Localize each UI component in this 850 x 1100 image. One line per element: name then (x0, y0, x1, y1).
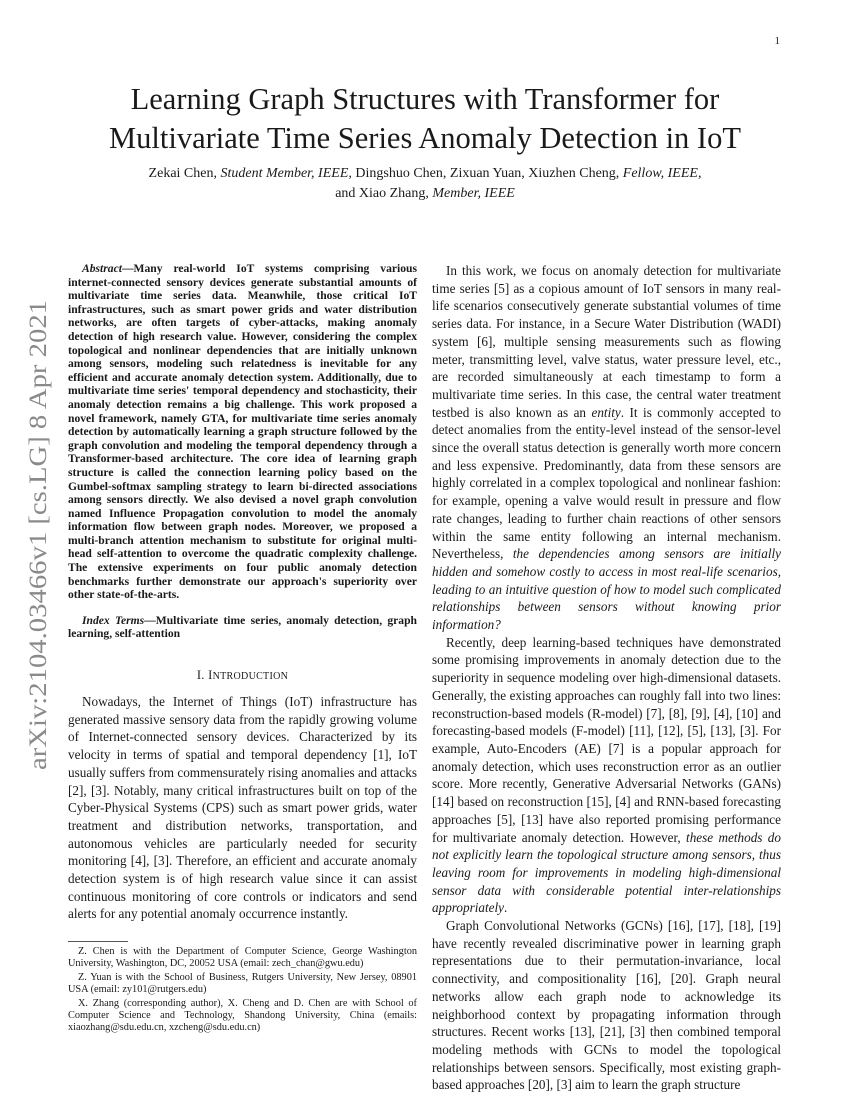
arxiv-stamp-text: arXiv:2104.03466v1 [cs.LG] 8 Apr 2021 (25, 360, 52, 770)
author-membership: Student Member, IEEE, (220, 166, 352, 181)
emphasis-entity: entity (591, 404, 621, 420)
title-line-2: Multivariate Time Series Anomaly Detection in IoT (109, 121, 741, 155)
index-terms (68, 614, 417, 641)
right-column (432, 262, 781, 1094)
index-terms-label: Index Terms (82, 613, 145, 627)
paragraph-text: . (504, 900, 508, 916)
author-list (70, 164, 780, 204)
intro-paragraph-4: Graph Convolutional Networks (GCNs) [16], [17], [18], [19] have recently revealed discriminative power in learning graph representations due to their permutation-invariance, local connectivity, and compositionality [16], [20]. Graph neural networks allow each graph node to acknowledge its neighborhood context by propagating information through structures. Recent works [13], [21], [3] then combined temporal modeling methods with GCNs to model the topological relationships between sensors. Specifically, most existing graph-based approaches [20], [3] aim to learn the graph structure (432, 918, 781, 1093)
arxiv-stamp-svg (12, 300, 60, 770)
emphasis-limitation: these methods do not explicitly learn the topological structure among sensors, thus leaving room for improvements in modeling high-dimensional sensor data with considerable potential inter-relationships appropriately (432, 829, 781, 916)
title-line-1: Learning Graph Structures with Transformer for (130, 82, 720, 116)
authors-line-1 (70, 164, 780, 184)
section-heading-prefix: I. I (196, 668, 213, 683)
authors-line-2 (70, 184, 780, 204)
author-text: Dingshuo Chen, Zixuan Yuan, Xiuzhen Cheng, (351, 166, 623, 181)
section-heading-introduction (68, 668, 417, 683)
footnote-affiliation-1: Z. Chen is with the Department of Computer Science, George Washington University, Washington, DC, 20052 USA (email: zech_chan@gwu.edu) (68, 946, 417, 970)
paragraph-text: . It is commonly accepted to detect anomalies from the entity-level instead of the sensor-level since the overall status detection is generally worth more concern and less expensive. Predominantly, data from these sensors are highly correlated in a complex topological and nonlinear fashion: for example, opening a valve would result in pressure and flow rate changes, leading to further chain reactions of other sensors within the same entity following an internal mechanism. Nevertheless, (432, 404, 781, 562)
section-heading-smallcaps: NTRODUCTION (212, 671, 289, 683)
paragraph-text: Recently, deep learning-based techniques have demonstrated some promising improvements in anomaly detection due to the superiority in sequence modeling over high-dimensional datasets. Generally, the existing approaches can roughly fall into two lines: reconstruction-based models (R-model) [7], [8], [9], [4], [10] and forecasting-based models (F-model) [11], [12], [5], [13], [3]. For example, Auto-Encoders (AE) [7] is a popular approach for anomaly detection, which uses reconstruction error as an outlier score. More recently, Generative Adversarial Networks (GANs) [14] based on reconstruction [15], [4] and RNN-based forecasting approaches [5], [13] have also reported promising performance for multivariate anomaly detection. However, (432, 634, 781, 845)
abstract-text: —Many real-world IoT systems comprising various internet-connected sensory devices generate substantial amounts of multivariate time series data. Meanwhile, those critical IoT infrastructures, such as smart power grids and water distribution networks, are often targets of cyber-attacks, making anomaly detection of high research value. However, considering the complex topological and nonlinear dependencies that are initially unknown among sensors, modeling such relatedness is inevitable for any efficient and accurate anomaly detection system. Additionally, due to multivariate time series' temporal dependency and stochasticity, their anomaly detection remains a big challenge. This work proposed a novel framework, namely GTA, for multivariate time series anomaly detection by automatically learning a graph structure followed by the graph convolution and modeling the temporal dependency through a Transformer-based architecture. The core idea of learning graph structure is called the connection learning policy based on the Gumbel-softmax sampling strategy to learn bi-directed associations among sensors directly. We also devised a novel graph convolution named Influence Propagation convolution to model the anomaly information flow between graph nodes. Moreover, we proposed a multi-branch attention mechanism to substitute for original multi-head self-attention to overcome the quadratic complexity challenge. The extensive experiments on four public anomaly detection benchmarks further demonstrate our approach's superiority over other state-of-the-arts. (68, 262, 417, 602)
index-terms-text: —Multivariate time series, anomaly detection, graph learning, self-attention (68, 613, 417, 641)
abstract (68, 262, 417, 602)
footnote-rule (68, 941, 128, 942)
intro-paragraph-2 (432, 262, 781, 634)
left-column (68, 262, 417, 1034)
intro-paragraph-3 (432, 634, 781, 917)
author-text: Zekai Chen, (148, 166, 221, 181)
abstract-label: Abstract (82, 262, 122, 275)
paper-title (70, 80, 780, 158)
intro-paragraph-1: Nowadays, the Internet of Things (IoT) infrastructure has generated massive sensory data from the rapidly growing volume of Internet-connected sensory devices. Characterized by its velocity in terms of spatial and temporal dependency [1], IoT usually suffers from commensurately rising anomalies and attacks [2], [3]. Notably, many critical infrastructures built on top of the Cyber-Physical Systems (CPS) such as smart power grids, water treatment and distribution networks, transportation, and autonomous vehicles are particularly needed for security monitoring [4], [3]. Therefore, an efficient and accurate anomaly detection system is of high research value since it can assist continuous monitoring of core controls or indicators and send alerts for any potential anomaly occurrence instantly. (68, 694, 417, 922)
author-membership: Member, IEEE (432, 186, 515, 201)
author-membership: Fellow, IEEE, (622, 166, 702, 181)
emphasis-question: the dependencies among sensors are initially hidden and somehow costly to access in most real-life scenarios, leading to an intuitive question of how to model such complicated relationships between sensors without knowing prior information? (432, 546, 781, 633)
paragraph-text: In this work, we focus on anomaly detection for multivariate time series [5] as a copious amount of IoT sensors in many real-life scenarios consecutively generate substantial volumes of time series data. For instance, in a Secure Water Distribution (WADI) system [6], multiple sensing measurements such as flowing meter, transmitting level, valve status, water pressure level, etc., are recorded simultaneously at each timestamp to form a multivariate time series. In this case, the central water treatment testbed is also known as an (432, 263, 781, 420)
footnote-affiliation-3: X. Zhang (corresponding author), X. Cheng and D. Chen are with School of Computer Science and Technology, Shandong University, China (emails: xiaozhang@sdu.edu.cn, xzcheng@sdu.edu.cn) (68, 998, 417, 1034)
footnote-affiliation-2: Z. Yuan is with the School of Business, Rutgers University, New Jersey, 08901 USA (email: zy101@rutgers.edu) (68, 972, 417, 996)
page-number: 1 (774, 35, 780, 47)
author-text: and Xiao Zhang, (335, 186, 433, 201)
arxiv-stamp (12, 300, 60, 770)
